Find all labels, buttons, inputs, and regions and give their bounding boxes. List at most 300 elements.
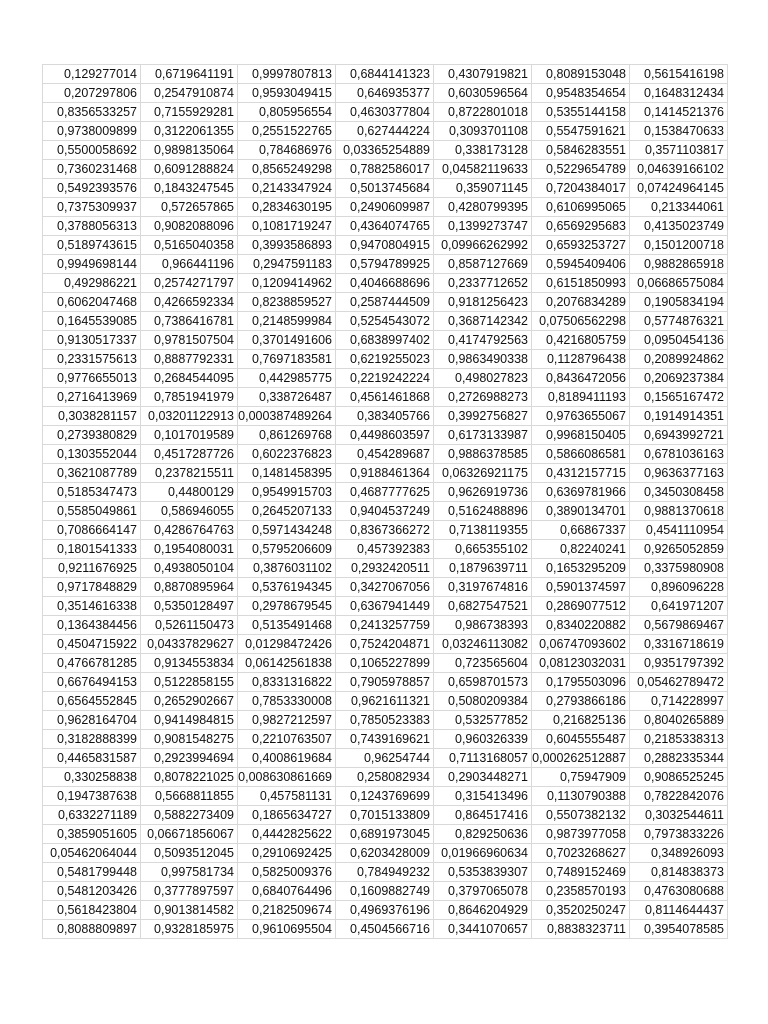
table-cell[interactable]: 0,9188461364 [336,464,434,483]
table-cell[interactable]: 0,4008619684 [238,749,336,768]
table-cell[interactable]: 0,5945409406 [532,255,630,274]
table-cell[interactable]: 0,6719641191 [141,65,238,84]
table-cell[interactable]: 0,8189411193 [532,388,630,407]
table-cell[interactable]: 0,9776655013 [43,369,141,388]
table-cell[interactable]: 0,8722801018 [434,103,532,122]
table-cell[interactable]: 0,532577852 [434,711,532,730]
table-cell[interactable]: 0,3859051605 [43,825,141,844]
table-cell[interactable]: 0,960326339 [434,730,532,749]
table-cell[interactable]: 0,805956554 [238,103,336,122]
table-cell[interactable]: 0,3797065078 [434,882,532,901]
table-cell[interactable]: 0,6062047468 [43,293,141,312]
table-cell[interactable]: 0,9882865918 [630,255,728,274]
table-cell[interactable]: 0,9881370618 [630,502,728,521]
table-cell[interactable]: 0,5013745684 [336,179,434,198]
table-cell[interactable]: 0,2793866186 [532,692,630,711]
table-cell[interactable]: 0,7973833226 [630,825,728,844]
table-cell[interactable]: 0,5679869467 [630,616,728,635]
table-cell[interactable]: 0,6022376823 [238,445,336,464]
table-cell[interactable]: 0,5355144158 [532,103,630,122]
table-cell[interactable]: 0,896096228 [630,578,728,597]
table-cell[interactable]: 0,5615416198 [630,65,728,84]
table-cell[interactable]: 0,06747093602 [532,635,630,654]
table-cell[interactable]: 0,7086664147 [43,521,141,540]
table-cell[interactable]: 0,2923994694 [141,749,238,768]
table-cell[interactable]: 0,6676494153 [43,673,141,692]
table-cell[interactable]: 0,4442825622 [238,825,336,844]
table-cell[interactable]: 0,7882586017 [336,160,434,179]
table-cell[interactable]: 0,7822842076 [630,787,728,806]
table-cell[interactable]: 0,6106995065 [532,198,630,217]
table-cell[interactable]: 0,9997807813 [238,65,336,84]
table-cell[interactable]: 0,08123032031 [532,654,630,673]
table-cell[interactable]: 0,2652902667 [141,692,238,711]
table-cell[interactable]: 0,06671856067 [141,825,238,844]
table-cell[interactable]: 0,3777897597 [141,882,238,901]
table-cell[interactable]: 0,03365254889 [336,141,434,160]
table-cell[interactable]: 0,5093512045 [141,844,238,863]
table-cell[interactable]: 0,7439169621 [336,730,434,749]
table-cell[interactable]: 0,01966960634 [434,844,532,863]
table-cell[interactable]: 0,2574271797 [141,274,238,293]
table-cell[interactable]: 0,9181256423 [434,293,532,312]
table-cell[interactable]: 0,986738393 [434,616,532,635]
table-cell[interactable]: 0,3993586893 [238,236,336,255]
table-cell[interactable]: 0,5507382132 [532,806,630,825]
table-cell[interactable]: 0,9593049415 [238,84,336,103]
table-cell[interactable]: 0,6091288824 [141,160,238,179]
table-cell[interactable]: 0,3375980908 [630,559,728,578]
table-cell[interactable]: 0,359071145 [434,179,532,198]
table-cell[interactable]: 0,646935377 [336,84,434,103]
table-cell[interactable]: 0,5261150473 [141,616,238,635]
table-cell[interactable]: 0,2910692425 [238,844,336,863]
table-cell[interactable]: 0,4969376196 [336,901,434,920]
table-cell[interactable]: 0,9130517337 [43,331,141,350]
table-cell[interactable]: 0,4364074765 [336,217,434,236]
table-cell[interactable]: 0,2684544095 [141,369,238,388]
table-cell[interactable]: 0,7204384017 [532,179,630,198]
table-cell[interactable]: 0,2547910874 [141,84,238,103]
table-cell[interactable]: 0,1905834194 [630,293,728,312]
table-cell[interactable]: 0,498027823 [434,369,532,388]
table-cell[interactable]: 0,04337829627 [141,635,238,654]
table-cell[interactable]: 0,8238859527 [238,293,336,312]
table-cell[interactable]: 0,492986221 [43,274,141,293]
table-cell[interactable]: 0,7853330008 [238,692,336,711]
table-cell[interactable]: 0,9081548275 [141,730,238,749]
table-cell[interactable]: 0,6840764496 [238,882,336,901]
table-cell[interactable]: 0,4174792563 [434,331,532,350]
table-cell[interactable]: 0,5500058692 [43,141,141,160]
table-cell[interactable]: 0,442985775 [238,369,336,388]
table-cell[interactable]: 0,4517287726 [141,445,238,464]
table-cell[interactable]: 0,04639166102 [630,160,728,179]
table-cell[interactable]: 0,5846283551 [532,141,630,160]
table-cell[interactable]: 0,1954080031 [141,540,238,559]
table-cell[interactable]: 0,6173133987 [434,426,532,445]
table-cell[interactable]: 0,6219255023 [336,350,434,369]
table-cell[interactable]: 0,7138119355 [434,521,532,540]
table-cell[interactable]: 0,7015133809 [336,806,434,825]
table-cell[interactable]: 0,5229654789 [532,160,630,179]
table-cell[interactable]: 0,4266592334 [141,293,238,312]
table-cell[interactable]: 0,4504566716 [336,920,434,939]
table-cell[interactable]: 0,1843247545 [141,179,238,198]
table-cell[interactable]: 0,348926093 [630,844,728,863]
table-cell[interactable]: 0,6569295683 [532,217,630,236]
table-cell[interactable]: 0,784686976 [238,141,336,160]
table-cell[interactable]: 0,9013814582 [141,901,238,920]
table-cell[interactable]: 0,5165040358 [141,236,238,255]
table-cell[interactable]: 0,96254744 [336,749,434,768]
table-cell[interactable]: 0,723565604 [434,654,532,673]
table-cell[interactable]: 0,5185347473 [43,483,141,502]
table-cell[interactable]: 0,9636377163 [630,464,728,483]
table-cell[interactable]: 0,2726988273 [434,388,532,407]
table-cell[interactable]: 0,2089924862 [630,350,728,369]
table-cell[interactable]: 0,213344061 [630,198,728,217]
table-cell[interactable]: 0,9328185975 [141,920,238,939]
table-cell[interactable]: 0,2587444509 [336,293,434,312]
table-cell[interactable]: 0,454289687 [336,445,434,464]
table-cell[interactable]: 0,6598701573 [434,673,532,692]
table-cell[interactable]: 0,9949698144 [43,255,141,274]
table-cell[interactable]: 0,3992756827 [434,407,532,426]
table-cell[interactable]: 0,82240241 [532,540,630,559]
table-cell[interactable]: 0,06686575084 [630,274,728,293]
table-cell[interactable]: 0,9626919736 [434,483,532,502]
table-cell[interactable]: 0,9628164704 [43,711,141,730]
table-cell[interactable]: 0,3450308458 [630,483,728,502]
table-cell[interactable]: 0,814838373 [630,863,728,882]
table-cell[interactable]: 0,5481799448 [43,863,141,882]
table-cell[interactable]: 0,5122858155 [141,673,238,692]
table-cell[interactable]: 0,008630861669 [238,768,336,787]
table-cell[interactable]: 0,1501200718 [630,236,728,255]
table-cell[interactable]: 0,6593253727 [532,236,630,255]
table-cell[interactable]: 0,6564552845 [43,692,141,711]
table-cell[interactable]: 0,06326921175 [434,464,532,483]
table-cell[interactable]: 0,2378215511 [141,464,238,483]
table-cell[interactable]: 0,829250636 [434,825,532,844]
table-cell[interactable]: 0,6367941449 [336,597,434,616]
table-cell[interactable]: 0,457581131 [238,787,336,806]
table-cell[interactable]: 0,2210763507 [238,730,336,749]
table-cell[interactable]: 0,9763655067 [532,407,630,426]
table-cell[interactable]: 0,2932420511 [336,559,434,578]
table-cell[interactable]: 0,8367366272 [336,521,434,540]
table-cell[interactable]: 0,6781036163 [630,445,728,464]
table-cell[interactable]: 0,2869077512 [532,597,630,616]
table-cell[interactable]: 0,572657865 [141,198,238,217]
table-cell[interactable]: 0,9738009899 [43,122,141,141]
table-cell[interactable]: 0,4286764763 [141,521,238,540]
table-cell[interactable]: 0,8078221025 [141,768,238,787]
table-cell[interactable]: 0,9548354654 [532,84,630,103]
table-cell[interactable]: 0,7489152469 [532,863,630,882]
table-cell[interactable]: 0,9898135064 [141,141,238,160]
table-cell[interactable]: 0,1865634727 [238,806,336,825]
table-cell[interactable]: 0,2413257759 [336,616,434,635]
table-cell[interactable]: 0,9086525245 [630,768,728,787]
table-cell[interactable]: 0,1243769699 [336,787,434,806]
table-cell[interactable]: 0,0950454136 [630,331,728,350]
table-cell[interactable]: 0,2551522765 [238,122,336,141]
table-cell[interactable]: 0,01298472426 [238,635,336,654]
table-cell[interactable]: 0,8587127669 [434,255,532,274]
table-cell[interactable]: 0,714228997 [630,692,728,711]
table-cell[interactable]: 0,000262512887 [532,749,630,768]
table-cell[interactable]: 0,457392383 [336,540,434,559]
table-cell[interactable]: 0,5618423804 [43,901,141,920]
table-cell[interactable]: 0,9781507504 [141,331,238,350]
table-cell[interactable]: 0,7375309937 [43,198,141,217]
table-cell[interactable]: 0,7113168057 [434,749,532,768]
table-cell[interactable]: 0,2716413969 [43,388,141,407]
table-cell[interactable]: 0,9265052859 [630,540,728,559]
table-cell[interactable]: 0,9211676925 [43,559,141,578]
table-cell[interactable]: 0,4687777625 [336,483,434,502]
table-cell[interactable]: 0,8356533257 [43,103,141,122]
table-cell[interactable]: 0,1065227899 [336,654,434,673]
table-cell[interactable]: 0,3687142342 [434,312,532,331]
table-cell[interactable]: 0,2834630195 [238,198,336,217]
table-cell[interactable]: 0,8340220882 [532,616,630,635]
table-cell[interactable]: 0,5774876321 [630,312,728,331]
table-cell[interactable]: 0,5794789925 [336,255,434,274]
table-cell[interactable]: 0,8040265889 [630,711,728,730]
table-cell[interactable]: 0,5189743615 [43,236,141,255]
table-cell[interactable]: 0,6045555487 [532,730,630,749]
table-cell[interactable]: 0,5135491468 [238,616,336,635]
table-cell[interactable]: 0,3954078585 [630,920,728,939]
table-cell[interactable]: 0,627444224 [336,122,434,141]
table-cell[interactable]: 0,6891973045 [336,825,434,844]
table-cell[interactable]: 0,1364384456 [43,616,141,635]
table-cell[interactable]: 0,09966262992 [434,236,532,255]
table-cell[interactable]: 0,1414521376 [630,103,728,122]
table-cell[interactable]: 0,6369781966 [532,483,630,502]
table-cell[interactable]: 0,665355102 [434,540,532,559]
table-cell[interactable]: 0,864517416 [434,806,532,825]
table-cell[interactable]: 0,8887792331 [141,350,238,369]
table-cell[interactable]: 0,1645539085 [43,312,141,331]
table-cell[interactable]: 0,7360231468 [43,160,141,179]
table-cell[interactable]: 0,06142561838 [238,654,336,673]
table-cell[interactable]: 0,8331316822 [238,673,336,692]
table-cell[interactable]: 0,7905978857 [336,673,434,692]
table-cell[interactable]: 0,1914914351 [630,407,728,426]
table-cell[interactable]: 0,3182888399 [43,730,141,749]
table-cell[interactable]: 0,1303552044 [43,445,141,464]
table-cell[interactable]: 0,5547591621 [532,122,630,141]
table-cell[interactable]: 0,3621087789 [43,464,141,483]
table-cell[interactable]: 0,3876031102 [238,559,336,578]
table-cell[interactable]: 0,1947387638 [43,787,141,806]
table-cell[interactable]: 0,207297806 [43,84,141,103]
table-cell[interactable]: 0,4766781285 [43,654,141,673]
table-cell[interactable]: 0,9827212597 [238,711,336,730]
table-cell[interactable]: 0,5585049861 [43,502,141,521]
table-cell[interactable]: 0,1399273747 [434,217,532,236]
table-cell[interactable]: 0,8565249298 [238,160,336,179]
table-cell[interactable]: 0,2185338313 [630,730,728,749]
table-cell[interactable]: 0,4216805759 [532,331,630,350]
table-cell[interactable]: 0,3093701108 [434,122,532,141]
table-cell[interactable]: 0,4541110954 [630,521,728,540]
table-cell[interactable]: 0,4280799395 [434,198,532,217]
table-cell[interactable]: 0,2739380829 [43,426,141,445]
table-cell[interactable]: 0,04582119633 [434,160,532,179]
table-cell[interactable]: 0,1081719247 [238,217,336,236]
table-cell[interactable]: 0,1209414962 [238,274,336,293]
table-cell[interactable]: 0,9082088096 [141,217,238,236]
table-cell[interactable]: 0,6827547521 [434,597,532,616]
table-cell[interactable]: 0,2148599984 [238,312,336,331]
table-cell[interactable]: 0,1538470633 [630,122,728,141]
table-cell[interactable]: 0,000387489264 [238,407,336,426]
table-cell[interactable]: 0,8089153048 [532,65,630,84]
table-cell[interactable]: 0,9717848829 [43,578,141,597]
table-cell[interactable]: 0,8646204929 [434,901,532,920]
table-cell[interactable]: 0,5350128497 [141,597,238,616]
table-cell[interactable]: 0,6203428009 [336,844,434,863]
table-cell[interactable]: 0,9549915703 [238,483,336,502]
table-cell[interactable]: 0,216825136 [532,711,630,730]
table-cell[interactable]: 0,966441196 [141,255,238,274]
table-cell[interactable]: 0,8436472056 [532,369,630,388]
table-cell[interactable]: 0,5353839307 [434,863,532,882]
table-cell[interactable]: 0,997581734 [141,863,238,882]
table-cell[interactable]: 0,3571103817 [630,141,728,160]
table-cell[interactable]: 0,4465831587 [43,749,141,768]
table-cell[interactable]: 0,05462064044 [43,844,141,863]
table-cell[interactable]: 0,1609882749 [336,882,434,901]
table-cell[interactable]: 0,4046688696 [336,274,434,293]
table-cell[interactable]: 0,7155929281 [141,103,238,122]
table-cell[interactable]: 0,2219242224 [336,369,434,388]
table-cell[interactable]: 0,2490609987 [336,198,434,217]
table-cell[interactable]: 0,9968150405 [532,426,630,445]
table-cell[interactable]: 0,3316718619 [630,635,728,654]
table-cell[interactable]: 0,2882335344 [630,749,728,768]
table-cell[interactable]: 0,9621611321 [336,692,434,711]
table-cell[interactable]: 0,1653295209 [532,559,630,578]
table-cell[interactable]: 0,5668811855 [141,787,238,806]
table-cell[interactable]: 0,5162488896 [434,502,532,521]
table-cell[interactable]: 0,5254543072 [336,312,434,331]
table-cell[interactable]: 0,1879639711 [434,559,532,578]
table-cell[interactable]: 0,9863490338 [434,350,532,369]
table-cell[interactable]: 0,8870895964 [141,578,238,597]
table-cell[interactable]: 0,9351797392 [630,654,728,673]
table-cell[interactable]: 0,5866086581 [532,445,630,464]
table-cell[interactable]: 0,3197674816 [434,578,532,597]
table-cell[interactable]: 0,3788056313 [43,217,141,236]
table-cell[interactable]: 0,258082934 [336,768,434,787]
table-cell[interactable]: 0,5481203426 [43,882,141,901]
table-cell[interactable]: 0,7697183581 [238,350,336,369]
table-cell[interactable]: 0,383405766 [336,407,434,426]
table-cell[interactable]: 0,3520250247 [532,901,630,920]
table-cell[interactable]: 0,2143347924 [238,179,336,198]
table-cell[interactable]: 0,9873977058 [532,825,630,844]
table-cell[interactable]: 0,3701491606 [238,331,336,350]
table-cell[interactable]: 0,4498603597 [336,426,434,445]
table-cell[interactable]: 0,6838997402 [336,331,434,350]
table-cell[interactable]: 0,8114644437 [630,901,728,920]
table-cell[interactable]: 0,3514616338 [43,597,141,616]
table-cell[interactable]: 0,1130790388 [532,787,630,806]
table-cell[interactable]: 0,9470804915 [336,236,434,255]
table-cell[interactable]: 0,3890134701 [532,502,630,521]
table-cell[interactable]: 0,5901374597 [532,578,630,597]
table-cell[interactable]: 0,9134553834 [141,654,238,673]
table-cell[interactable]: 0,5376194345 [238,578,336,597]
table-cell[interactable]: 0,5492393576 [43,179,141,198]
table-cell[interactable]: 0,6332271189 [43,806,141,825]
table-cell[interactable]: 0,2947591183 [238,255,336,274]
table-cell[interactable]: 0,1128796438 [532,350,630,369]
table-cell[interactable]: 0,586946055 [141,502,238,521]
table-cell[interactable]: 0,6151850993 [532,274,630,293]
table-cell[interactable]: 0,07506562298 [532,312,630,331]
table-cell[interactable]: 0,7851941979 [141,388,238,407]
table-cell[interactable]: 0,1481458395 [238,464,336,483]
table-cell[interactable]: 0,4312157715 [532,464,630,483]
table-cell[interactable]: 0,1648312434 [630,84,728,103]
table-cell[interactable]: 0,9886378585 [434,445,532,464]
table-cell[interactable]: 0,9404537249 [336,502,434,521]
table-cell[interactable]: 0,641971207 [630,597,728,616]
table-cell[interactable]: 0,2337712652 [434,274,532,293]
table-cell[interactable]: 0,5882273409 [141,806,238,825]
table-cell[interactable]: 0,03201122913 [141,407,238,426]
table-cell[interactable]: 0,784949232 [336,863,434,882]
table-cell[interactable]: 0,5825009376 [238,863,336,882]
table-cell[interactable]: 0,4504715922 [43,635,141,654]
table-cell[interactable]: 0,2903448271 [434,768,532,787]
table-cell[interactable]: 0,2069237384 [630,369,728,388]
table-cell[interactable]: 0,75947909 [532,768,630,787]
table-cell[interactable]: 0,5080209384 [434,692,532,711]
table-cell[interactable]: 0,7386416781 [141,312,238,331]
table-cell[interactable]: 0,8838323711 [532,920,630,939]
table-cell[interactable]: 0,4938050104 [141,559,238,578]
table-cell[interactable]: 0,3122061355 [141,122,238,141]
table-cell[interactable]: 0,03246113082 [434,635,532,654]
table-cell[interactable]: 0,2182509674 [238,901,336,920]
table-cell[interactable]: 0,7023268627 [532,844,630,863]
table-cell[interactable]: 0,66867337 [532,521,630,540]
table-cell[interactable]: 0,7850523383 [336,711,434,730]
table-cell[interactable]: 0,7524204871 [336,635,434,654]
table-cell[interactable]: 0,1795503096 [532,673,630,692]
table-cell[interactable]: 0,05462789472 [630,673,728,692]
table-cell[interactable]: 0,1565167472 [630,388,728,407]
table-cell[interactable]: 0,330258838 [43,768,141,787]
table-cell[interactable]: 0,1801541333 [43,540,141,559]
table-cell[interactable]: 0,2076834289 [532,293,630,312]
table-cell[interactable]: 0,44800129 [141,483,238,502]
table-cell[interactable]: 0,3441070657 [434,920,532,939]
table-cell[interactable]: 0,315413496 [434,787,532,806]
table-cell[interactable]: 0,07424964145 [630,179,728,198]
table-cell[interactable]: 0,3427067056 [336,578,434,597]
table-cell[interactable]: 0,861269768 [238,426,336,445]
table-cell[interactable]: 0,5795206609 [238,540,336,559]
